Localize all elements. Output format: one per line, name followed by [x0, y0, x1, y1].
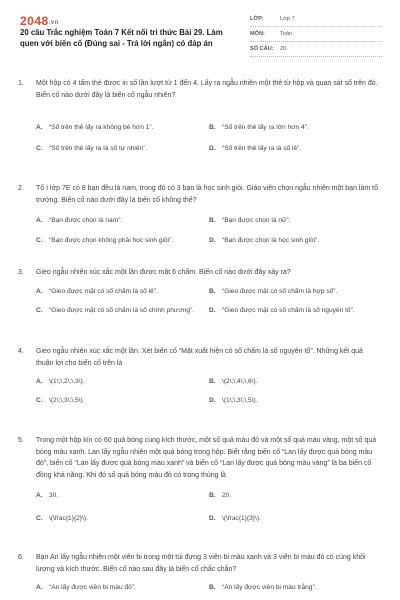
- question-text-row: [18, 435, 382, 481]
- answer-option-b[interactable]: [209, 123, 382, 133]
- question-3: [18, 267, 382, 316]
- question-number: 6.: [18, 554, 24, 561]
- answer-option-a[interactable]: [36, 123, 209, 133]
- question-body: Gieo ngẫu nhiên xúc xắc một lần được mặt 6 chấm. Biến cố nào dưới đây xảy ra?: [36, 269, 291, 276]
- option-text: \(\frac{1}{2}\).: [49, 515, 88, 522]
- option-letter: C.: [36, 397, 43, 404]
- question-number: 1.: [18, 80, 24, 87]
- option-letter: D.: [209, 515, 216, 522]
- meta-key: LỚP:: [250, 16, 264, 22]
- answer-option-b[interactable]: [209, 287, 382, 297]
- question-body: Bạn An lấy ngẫu nhiên một viên bi trong một túi đựng 3 viên bi màu xanh và 3 viên bi màu đỏ có cùng khối lượng và kích thước. Biến cố nào sau đây là biến cố chắc chắn?: [36, 554, 366, 573]
- option-letter: A.: [36, 124, 43, 131]
- answer-option-c[interactable]: [36, 396, 209, 406]
- meta-row-grade: [250, 12, 382, 27]
- option-letter: D.: [209, 237, 216, 244]
- answer-option-d[interactable]: [209, 306, 382, 316]
- option-text: \(1\;\,2\;\,3\).: [49, 378, 85, 385]
- option-text: “Gieo được mặt có số chấm là số nguyên tố”.: [222, 306, 355, 314]
- answer-option-c[interactable]: [36, 514, 209, 524]
- option-letter: C.: [36, 306, 43, 314]
- question-number: 3.: [18, 269, 24, 276]
- answer-option-d[interactable]: [209, 144, 382, 154]
- answer-option-c[interactable]: [36, 236, 209, 246]
- answer-option-b[interactable]: [209, 216, 382, 226]
- question-number: 5.: [18, 437, 24, 444]
- answer-options: [18, 583, 382, 593]
- option-text: “Số trên thẻ lấy ra là số lẻ”.: [222, 145, 302, 152]
- question-6: [18, 552, 382, 593]
- meta-value: 20: [280, 46, 287, 52]
- option-letter: C.: [36, 145, 43, 152]
- meta-value: Toán: [280, 31, 293, 37]
- option-letter: C.: [36, 237, 43, 244]
- question-4: [18, 346, 382, 406]
- question-5: [18, 435, 382, 524]
- option-text: “An lấy được viên bi màu đỏ”.: [49, 584, 136, 591]
- option-letter: A.: [36, 378, 43, 385]
- answer-option-a[interactable]: [36, 287, 209, 297]
- question-body: Tổ I lớp 7E có 8 bạn đều là nam, trong đó có 3 bạn là học sinh giỏi. Giáo viên chọn ngẫu nhiên một bạn làm tổ trưởng. Biến cố nào dưới đây là biến cố không thể?: [36, 185, 378, 204]
- option-text: “Số trên thẻ lấy ra lớn hơn 4”.: [222, 124, 309, 131]
- question-text-row: [18, 78, 382, 101]
- answer-options: [18, 491, 382, 524]
- option-letter: A.: [36, 584, 43, 591]
- question-1: [18, 78, 382, 154]
- question-body: Gieo ngẫu nhiên xúc xắc một lần. Xét biến cố “Mặt xuất hiện có số chấm là số nguyên tố”. Những kết quả thuận lợi cho biến cố trên là: [36, 348, 363, 367]
- question-body: Một hộp có 4 tấm thẻ được in số lần lượt từ 1 đến 4. Lấy ra ngẫu nhiên một thẻ từ hộp và quan sát số trên đó. Biến cố nào dưới đây là biến cố ngẫu nhiên?: [36, 80, 378, 99]
- option-text: “Số trên thẻ lấy ra không bé hơn 1”.: [49, 124, 154, 131]
- option-text: “Số trên thẻ lấy ra là số tự nhiên”.: [49, 145, 148, 152]
- meta-row-count: [250, 42, 382, 57]
- question-text-row: [18, 346, 382, 369]
- question-2: [18, 183, 382, 246]
- option-text: \(2\;\,3\;\,5\).: [49, 397, 85, 404]
- option-text: \(\frac{1}{3}\).: [222, 515, 261, 522]
- meta-key: SỐ CÂU:: [250, 46, 274, 52]
- answer-option-c[interactable]: [36, 306, 209, 316]
- answer-options: [18, 287, 382, 316]
- option-letter: A.: [36, 492, 43, 499]
- answer-option-a[interactable]: [36, 583, 209, 593]
- meta-box: [250, 12, 382, 57]
- option-letter: B.: [209, 492, 216, 499]
- answer-option-d[interactable]: [209, 396, 382, 406]
- option-text: “Gieo được mặt có số chấm là số chính phương”.: [49, 306, 195, 314]
- answer-options: [18, 123, 382, 154]
- answer-option-b[interactable]: [209, 377, 382, 387]
- meta-row-subject: [250, 27, 382, 42]
- answer-option-b[interactable]: [209, 491, 382, 501]
- page-header: [0, 0, 400, 60]
- option-text: “Gieo được mặt có số chấm là số lẻ”.: [49, 287, 158, 295]
- option-letter: A.: [36, 287, 43, 295]
- question-number: 4.: [18, 348, 24, 355]
- option-letter: D.: [209, 397, 216, 404]
- meta-key: MÔN:: [250, 31, 265, 37]
- option-text: 30.: [49, 492, 59, 499]
- option-letter: B.: [209, 124, 216, 131]
- option-letter: D.: [209, 306, 216, 314]
- answer-options: [18, 377, 382, 406]
- option-text: \(1\;\,3\;\,5\).: [222, 397, 258, 404]
- answer-option-a[interactable]: [36, 377, 209, 387]
- question-number: 2.: [18, 185, 24, 192]
- option-text: “Bạn được chọn là nữ”.: [222, 217, 291, 224]
- option-letter: B.: [209, 217, 216, 224]
- question-text-row: [18, 183, 382, 206]
- answer-option-a[interactable]: [36, 216, 209, 226]
- option-text: \(2\;\,4\;\,6\).: [222, 378, 258, 385]
- option-letter: D.: [209, 145, 216, 152]
- question-body: Trong một hộp kín có 60 quả bóng cùng kích thước, một số quả màu đỏ và một số quả màu vàng, một số quả bóng màu xanh. Lan lấy ngẫu nhiên một quả bóng trong hộp. Biết rằng biến cố “Lan lấy được quả bóng màu đỏ”, biến cố “Lan lấy được quả bóng màu xanh” và biến cố “Lan lấy được quả bóng màu vàng” là ba biến cố đồng khả năng. Khi đó số quả bóng màu đỏ có trong thùng là: [36, 437, 377, 479]
- option-letter: A.: [36, 217, 43, 224]
- question-text-row: [18, 267, 382, 279]
- option-text: “Bạn được chọn là nam”.: [49, 217, 123, 224]
- answer-option-b[interactable]: [209, 583, 382, 593]
- option-text: “Bạn được chọn là học sinh giỏi”.: [222, 237, 320, 244]
- question-text-row: [18, 552, 382, 575]
- answer-option-d[interactable]: [209, 514, 382, 524]
- option-letter: B.: [209, 378, 216, 385]
- page-title: 20 câu Trắc nghiệm Toán 7 Kết nối tri thức Bài 29. Làm quen với biến cố (Đúng sai - Trả lời ngắn) có đáp án: [20, 28, 223, 48]
- meta-value: Lớp 7: [280, 16, 295, 22]
- option-text: 20.: [222, 492, 232, 499]
- option-letter: B.: [209, 584, 216, 591]
- answer-option-a[interactable]: [36, 491, 209, 501]
- option-text: “Bạn được chọn không phải học sinh giỏi”.: [49, 237, 174, 244]
- option-letter: C.: [36, 515, 43, 522]
- answer-option-c[interactable]: [36, 144, 209, 154]
- site-logo[interactable]: 2048.vn: [20, 14, 59, 28]
- answer-options: [18, 216, 382, 246]
- option-text: “An lấy được viên bi màu trắng”.: [222, 584, 317, 591]
- option-text: “Gieo được mặt có số chấm là hợp số”.: [222, 287, 338, 295]
- answer-option-d[interactable]: [209, 236, 382, 246]
- option-letter: B.: [209, 287, 216, 295]
